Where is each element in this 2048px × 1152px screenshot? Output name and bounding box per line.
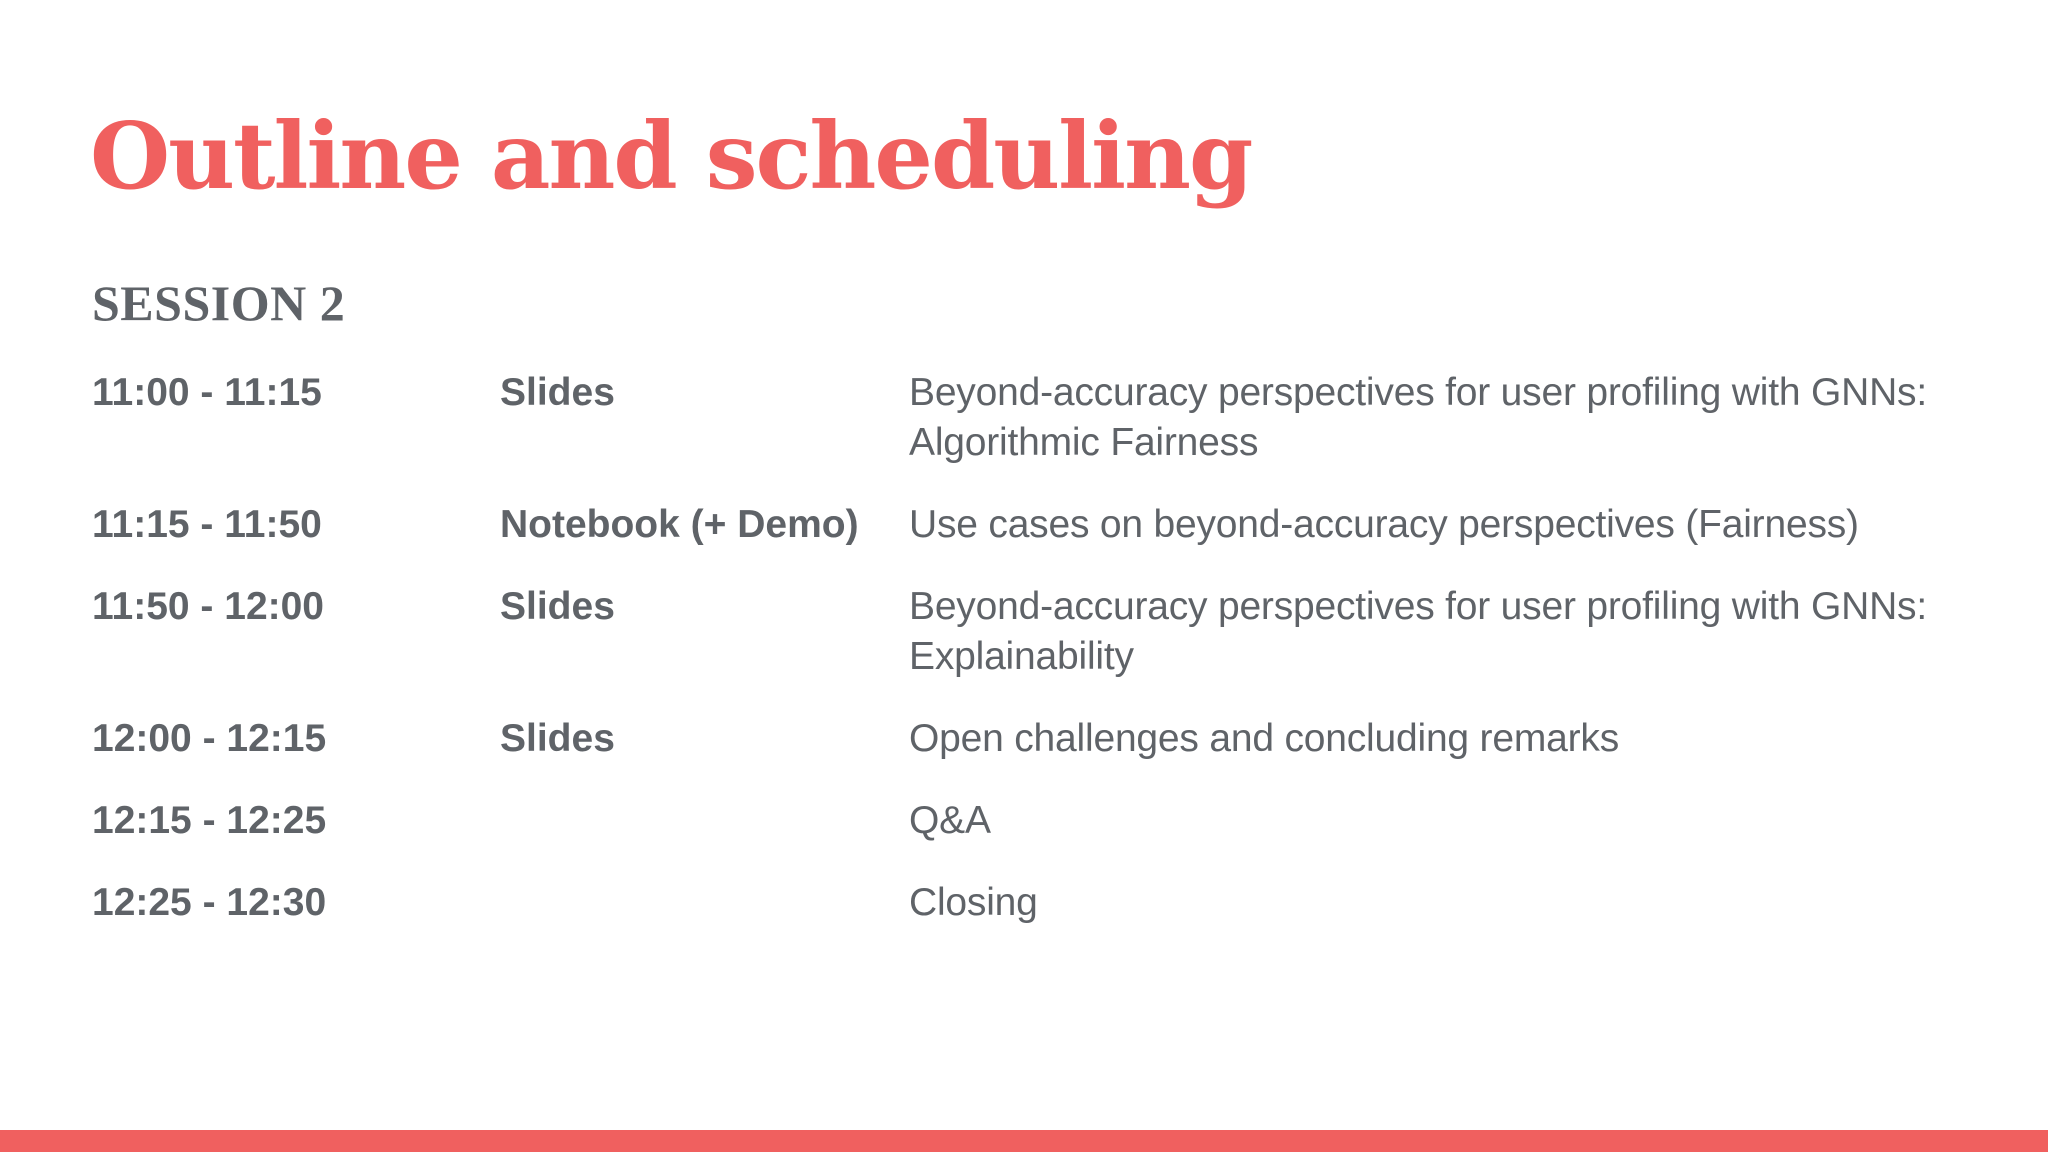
accent-footer-bar <box>0 1130 2048 1152</box>
schedule-row <box>92 878 1992 928</box>
time-range: 11:00 - 11:15 <box>92 371 322 414</box>
schedule-row <box>92 582 1992 682</box>
session-topic: Closing <box>909 881 1038 924</box>
time-range: 12:00 - 12:15 <box>92 717 327 760</box>
slide-title: Outline and scheduling <box>90 102 1252 210</box>
schedule-table <box>92 368 1992 960</box>
session-format: Slides <box>500 585 615 628</box>
session-heading: SESSION 2 <box>92 275 346 331</box>
time-range: 11:50 - 12:00 <box>92 585 325 628</box>
session-format: Slides <box>500 717 615 760</box>
session-topic: Open challenges and concluding remarks <box>909 717 1619 760</box>
session-topic: Use cases on beyond-accuracy perspectives (Fairness) <box>909 503 1859 546</box>
session-topic: Beyond-accuracy perspectives for user profiling with GNNs: Algorithmic Fairness <box>909 371 1927 464</box>
time-range: 11:15 - 11:50 <box>92 503 322 546</box>
schedule-row <box>92 368 1992 468</box>
session-topic: Q&A <box>909 799 991 842</box>
schedule-row <box>92 796 1992 846</box>
time-range: 12:25 - 12:30 <box>92 881 327 924</box>
schedule-row <box>92 500 1992 550</box>
session-format: Notebook (+ Demo) <box>500 503 859 546</box>
schedule-row <box>92 714 1992 764</box>
session-topic: Beyond-accuracy perspectives for user profiling with GNNs: Explainability <box>909 585 1927 678</box>
session-format: Slides <box>500 371 615 414</box>
time-range: 12:15 - 12:25 <box>92 799 327 842</box>
